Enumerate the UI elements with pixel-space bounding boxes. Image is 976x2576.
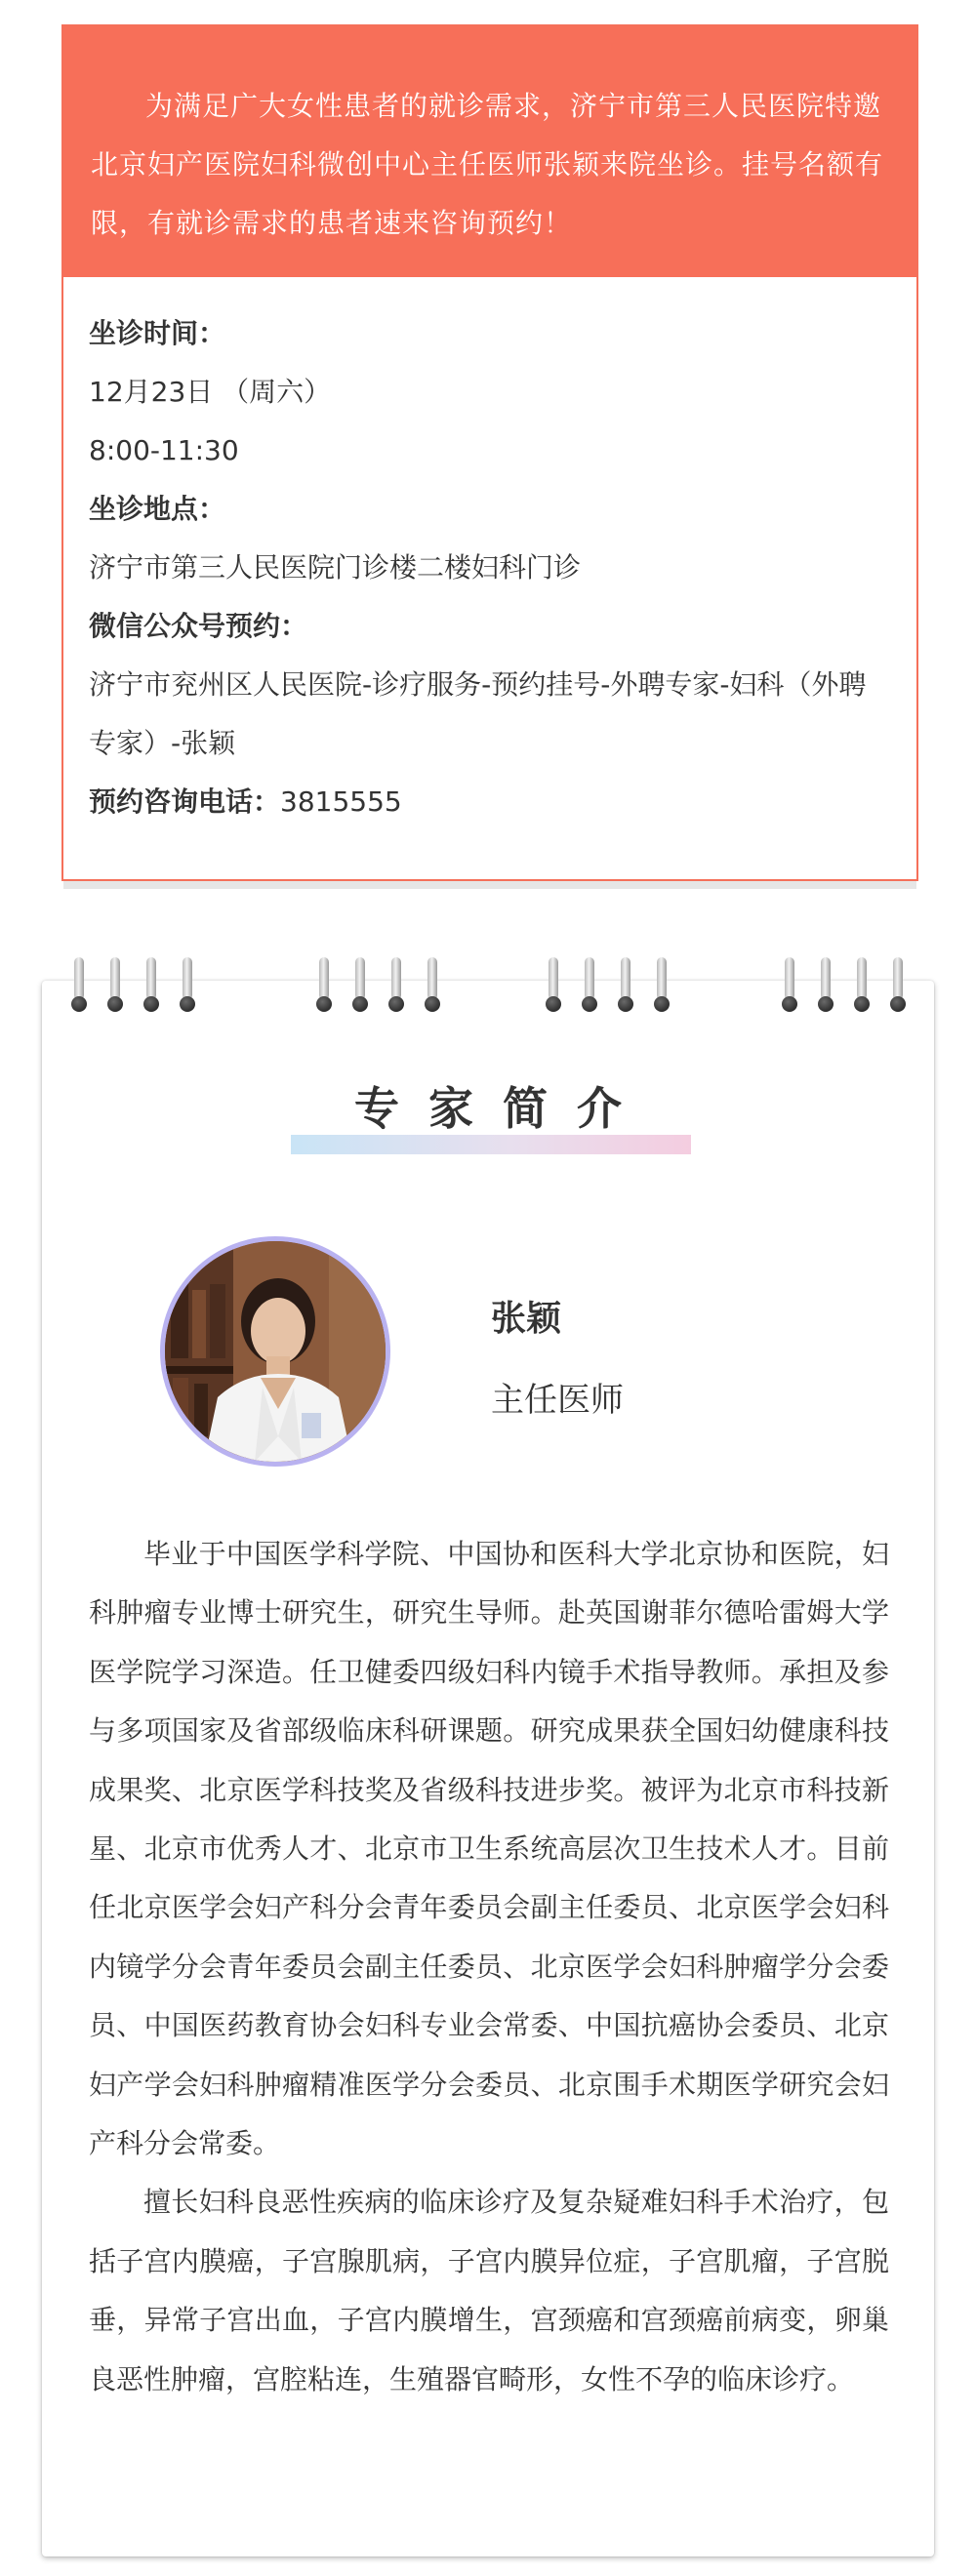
ring-icon [143, 957, 159, 1018]
expert-card [42, 981, 934, 2556]
doctor-bio [89, 1525, 889, 2409]
doctor-title: 主任医师 [491, 1381, 624, 1420]
doctor-name: 张颖 [491, 1299, 562, 1339]
wechat-label: 微信公众号预约： [89, 610, 308, 642]
ring-icon [107, 957, 123, 1018]
notice-card [61, 24, 918, 881]
ring-icon [654, 957, 670, 1018]
notice-details [63, 277, 916, 831]
bio-paragraph-specialties: 擅长妇科良恶性疾病的临床诊疗及复杂疑难妇科手术治疗，包括子宫内膜癌，子宫腺肌病，子宫内膜异位症，子宫肌瘤，子宫脱垂，异常子宫出血，子宫内膜增生，宫颈癌和宫颈癌前病变，卵巢良恶性肿瘤，宫腔粘连，生殖器官畸形，女性不孕的临床诊疗。 [89, 2186, 889, 2395]
ring-icon [782, 957, 797, 1018]
section-title: 专家简介 [354, 1082, 651, 1135]
bio-paragraph-education: 毕业于中国医学科学院、中国协和医科大学北京协和医院，妇科肿瘤专业博士研究生，研究生导师。赴英国谢菲尔德哈雷姆大学医学院学习深造。任卫健委四级妇科内镜手术指导教师。承担及参与多项国家及省部级临床科研课题。研究成果获全国妇幼健康科技成果奖、北京医学科技奖及省级科技进步奖。被评为北京市科技新星、北京市优秀人才、北京市卫生系统高层次卫生技术人才。目前任北京医学会妇产科分会青年委员会副主任委员、北京医学会妇科内镜学分会青年委员会副主任委员、北京医学会妇科肿瘤学分会委员、中国医药教育协会妇科专业会常委、中国抗癌协会委员、北京妇产学会妇科肿瘤精准医学分会委员、北京围手术期医学研究会妇产科分会常委。 [89, 1538, 889, 2160]
ring-icon [890, 957, 906, 1018]
clinic-date: 12月23日 （周六） [89, 376, 332, 408]
ring-icon [854, 957, 870, 1018]
doctor-avatar [160, 1236, 390, 1467]
clinic-hours: 8:00-11:30 [89, 434, 239, 466]
place-label: 坐诊地点： [89, 493, 226, 525]
notice-intro: 为满足广大女性患者的就诊需求，济宁市第三人民医院特邀北京妇产医院妇科微创中心主任医师张颖来院坐诊。挂号名额有限，有就诊需求的患者速来咨询预约！ [63, 26, 916, 277]
ring-icon [582, 957, 597, 1018]
clinic-place: 济宁市第三人民医院门诊楼二楼妇科门诊 [89, 551, 582, 584]
ring-icon [546, 957, 561, 1018]
ring-icon [352, 957, 368, 1018]
doctor-photo [165, 1241, 386, 1462]
notebook-rings [42, 957, 934, 1026]
phone-number[interactable]: 3815555 [280, 785, 402, 818]
ring-icon [71, 957, 87, 1018]
ring-icon [316, 957, 332, 1018]
phone-label: 预约咨询电话： [89, 785, 281, 818]
wechat-booking-path: 济宁市兖州区人民医院-诊疗服务-预约挂号-外聘专家-妇科（外聘专家）-张颖 [89, 668, 867, 759]
ring-icon [180, 957, 195, 1018]
ring-icon [425, 957, 440, 1018]
ring-icon [618, 957, 633, 1018]
ring-icon [388, 957, 404, 1018]
ring-icon [818, 957, 834, 1018]
time-label: 坐诊时间： [89, 317, 226, 349]
title-underline [291, 1135, 691, 1154]
